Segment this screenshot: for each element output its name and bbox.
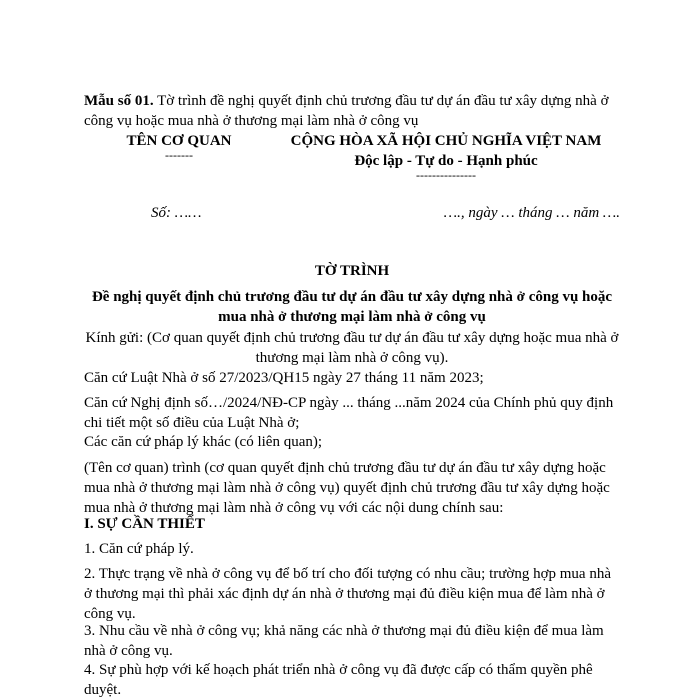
document-title: TỜ TRÌNH <box>314 263 390 279</box>
legal-basis-3: Các căn cứ pháp lý khác (có liên quan); <box>84 434 323 450</box>
section-1-item-2: 2. Thực trạng về nhà ở công vụ để bố trí cho đối tượng có nhu cầu; trường hợp mua nhà ở thương mại thì phải xác định dự án nhà ở thương mại đủ điều kiện mua để làm nhà ở công vụ. <box>84 566 611 622</box>
intro-paragraph: (Tên cơ quan) trình (cơ quan quyết định chủ trương đầu tư dự án đầu tư xây dựng hoặc mua nhà ở thương mại làm nhà ở công vụ) quyết định chủ trương đầu tư xây dựng hoặc mua nhà ở thương mại làm nhà ở công vụ với các nội dung chính sau: <box>84 460 610 516</box>
agency-name: TÊN CƠ QUAN <box>126 133 232 149</box>
form-heading-text: Tờ trình đề nghị quyết định chủ trương đầu tư dự án đầu tư xây dựng nhà ở công vụ hoặc mua nhà ở thương mại làm nhà ở công vụ <box>84 93 609 129</box>
recipient-line: Kính gửi: (Cơ quan quyết định chủ trương đầu tư dự án đầu tư xây dựng hoặc mua nhà ở thương mại làm nhà ở công vụ). <box>85 330 619 366</box>
section-1-item-4: 4. Sự phù hợp với kế hoạch phát triển nhà ở công vụ đã được cấp có thẩm quyền phê duyệt. <box>84 662 593 698</box>
form-number: Mẫu số 01. <box>84 93 154 109</box>
section-1-item-1: 1. Căn cứ pháp lý. <box>84 541 194 557</box>
motto-rule: --------------- <box>416 168 476 182</box>
nation-name: CỘNG HÒA XÃ HỘI CHỦ NGHĨA VIỆT NAM <box>290 133 602 149</box>
section-1-title: I. SỰ CẦN THIẾT <box>84 516 205 532</box>
document-number: Số: …… <box>151 205 202 221</box>
legal-basis-1: Căn cứ Luật Nhà ở số 27/2023/QH15 ngày 27 tháng 11 năm 2023; <box>84 370 484 386</box>
document-date: …., ngày … tháng … năm …. <box>443 205 620 221</box>
agency-rule: ------- <box>165 148 193 162</box>
document-subtitle: Đề nghị quyết định chủ trương đầu tư dự án đầu tư xây dựng nhà ở công vụ hoặc mua nhà ở thương mại làm nhà ở công vụ <box>91 289 613 325</box>
section-1-item-3: 3. Nhu cầu về nhà ở công vụ; khả năng các nhà ở thương mại đủ điều kiện để mua làm nhà ở công vụ. <box>84 623 604 659</box>
legal-basis-2: Căn cứ Nghị định số…/2024/NĐ-CP ngày ... tháng ...năm 2024 của Chính phủ quy định chi tiết một số điều của Luật Nhà ở; <box>84 395 614 431</box>
form-heading <box>84 91 624 131</box>
motto: Độc lập - Tự do - Hạnh phúc <box>354 153 538 169</box>
